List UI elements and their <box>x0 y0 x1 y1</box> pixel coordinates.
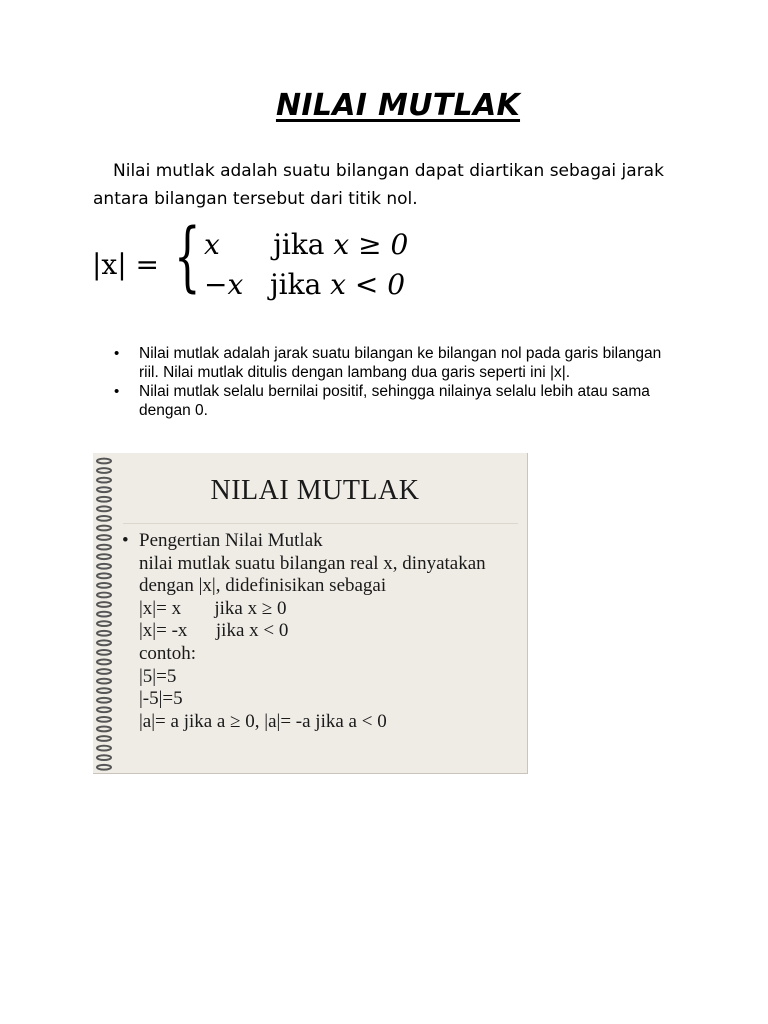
page-title: NILAI MUTLAK <box>275 88 521 123</box>
slide-divider <box>123 523 518 524</box>
case-2-condition: x < 0 <box>330 268 406 301</box>
slide-line: |x|= x jika x ≥ 0 <box>139 597 287 619</box>
formula-case-2 <box>204 268 405 301</box>
slide-image <box>93 453 528 774</box>
slide-heading: • Pengertian Nilai Mutlak <box>122 530 522 553</box>
slide-body <box>122 530 522 733</box>
slide-line: |x|= -x jika x < 0 <box>139 620 289 642</box>
case-1-condition: x ≥ 0 <box>333 228 409 261</box>
formula-case-1 <box>204 228 408 261</box>
absolute-value-formula <box>92 211 432 314</box>
intro-paragraph: Nilai mutlak adalah suatu bilangan dapat diartikan sebagai jarak antara bilangan tersebut dari titik nol. <box>93 161 664 209</box>
case-2-value: −x <box>204 268 244 301</box>
slide-title: NILAI MUTLAK <box>210 475 420 506</box>
bullet-list <box>112 344 672 420</box>
slide-line: |a|= a jika a ≥ 0, |a|= -a jika a < 0 <box>139 710 387 732</box>
formula-lhs: |x| = <box>92 248 160 281</box>
notebook-spiral-icon <box>93 453 115 773</box>
slide-line: |5|=5 <box>139 665 177 687</box>
slide-line: dengan |x|, didefinisikan sebagai <box>139 575 387 597</box>
left-brace-icon: { <box>174 211 201 300</box>
case-1-value: x <box>204 228 220 261</box>
slide-line: |-5|=5 <box>139 688 183 710</box>
slide-line: contoh: <box>139 642 196 664</box>
case-1-word: jika <box>273 228 325 261</box>
bullet-item: • Nilai mutlak adalah jarak suatu bilangan ke bilangan nol pada garis bilangan riil. Nilai mutlak ditulis dengan lambang dua garis seperti ini |x|. <box>112 344 672 382</box>
slide-line: nilai mutlak suatu bilangan real x, dinyatakan <box>139 552 486 574</box>
bullet-item: • Nilai mutlak selalu bernilai positif, sehingga nilainya selalu lebih atau sama dengan 0. <box>112 382 672 420</box>
case-2-word: jika <box>269 268 322 301</box>
